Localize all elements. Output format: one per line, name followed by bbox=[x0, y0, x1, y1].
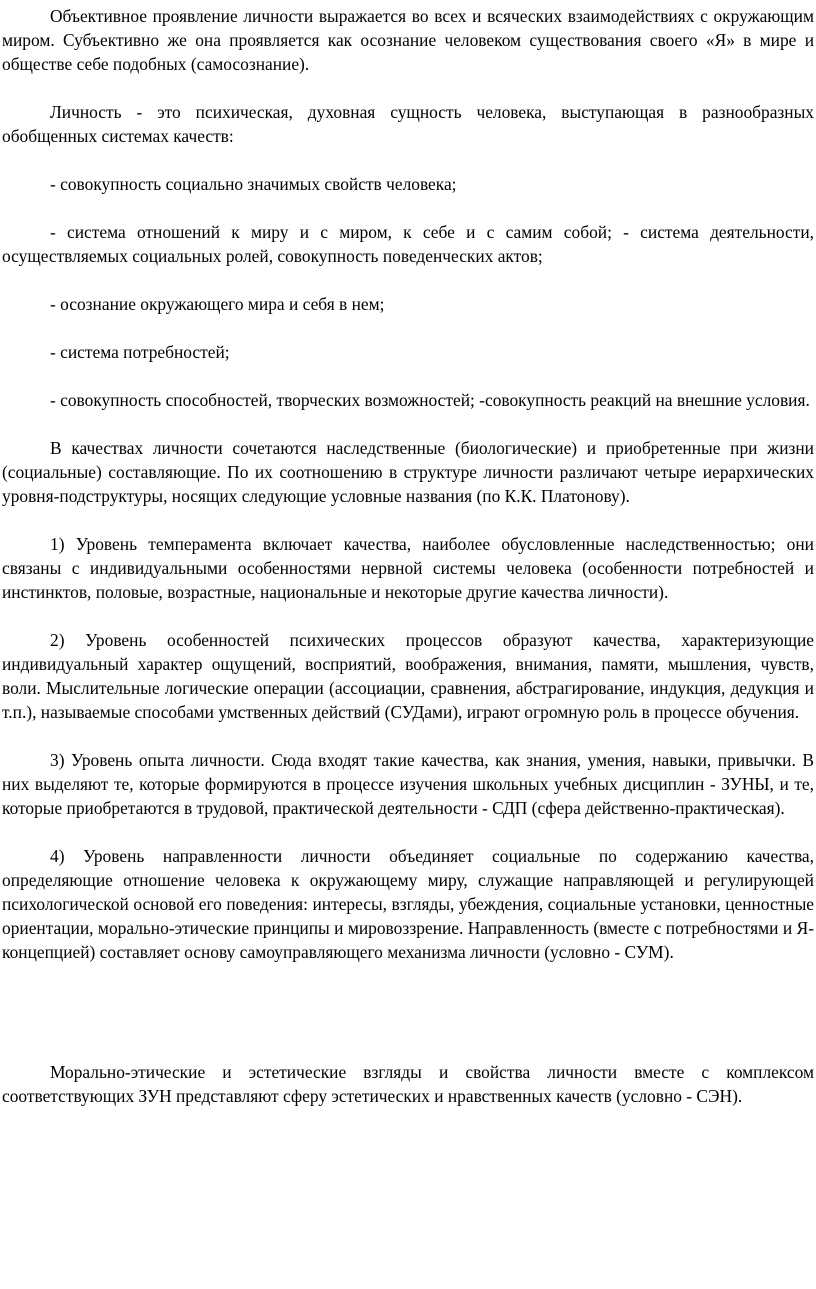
list-item-system-of-needs: - система потребностей; bbox=[50, 342, 230, 362]
paragraph-moral-aesthetic-qualities: Морально-этические и эстетические взгляды и свойства личности вместе с комплексом соответствующих ЗУН представляют сферу эстетических и нравственных качеств (условно - СЭН). bbox=[2, 1062, 814, 1106]
paragraph-level-mental-processes: 2) Уровень особенностей психических процессов образуют качества, характеризующие индивидуальный характер ощущений, восприятий, воображения, внимания, памяти, мышления, чувств, воли. Мыслительные логические операции (ассоциации, сравнения, абстрагирование, индукция, дедукция и т.п.), называемые способами умственных действий (СУДами), играют огромную роль в процессе обучения. bbox=[2, 630, 814, 722]
paragraph-objective-manifestation: Объективное проявление личности выражается во всех и всяческих взаимодействиях с окружающим миром. Субъективно же она проявляется как осознание человеком существования своего «Я» в мире и обществе себе подобных (самосознание). bbox=[2, 6, 814, 74]
list-item-awareness-of-world: - осознание окружающего мира и себя в нем; bbox=[50, 294, 385, 314]
paragraph-level-orientation: 4) Уровень направленности личности объединяет социальные по содержанию качества, определяющие отношение человека к окружающему миру, служащие направляющей и регулирующей психологической основой его поведения: интересы, взгляды, убеждения, социальные установки, ценностные ориентации, морально-этические принципы и мировоззрение. Направленность (вместе с потребностями и Я-концепцией) составляет основу самоуправляющего механизма личности (условно - СУМ). bbox=[2, 846, 814, 962]
list-item-abilities-and-reactions: - совокупность способностей, творческих возможностей; -совокупность реакций на внешние условия. bbox=[50, 390, 810, 410]
paragraph-hierarchical-levels: В качествах личности сочетаются наследственные (биологические) и приобретенные при жизни (социальные) составляющие. По их соотношению в структуре личности различают четыре иерархических уровня-подструктуры, носящих следующие условные названия (по К.К. Платонову). bbox=[2, 438, 814, 506]
paragraph-level-temperament: 1) Уровень темперамента включает качества, наиболее обусловленные наследственностью; они связаны с индивидуальными особенностями нервной системы человека (особенности потребностей и инстинктов, половые, возрастные, национальные и некоторые другие качества личности). bbox=[2, 534, 814, 602]
list-item-social-properties: - совокупность социально значимых свойств человека; bbox=[50, 174, 457, 194]
paragraph-personality-definition: Личность - это психическая, духовная сущность человека, выступающая в разнообразных обобщенных системах качеств: bbox=[2, 102, 814, 146]
list-item-system-of-relations: - система отношений к миру и с миром, к себе и с самим собой; - система деятельности, осуществляемых социальных ролей, совокупность поведенческих актов; bbox=[2, 222, 814, 266]
paragraph-level-experience: 3) Уровень опыта личности. Сюда входят такие качества, как знания, умения, навыки, привычки. В них выделяют те, которые формируются в процессе изучения школьных учебных дисциплин - ЗУНЫ, и те, которые приобретаются в трудовой, практической деятельности - СДП (сфера действенно-практическая). bbox=[2, 750, 814, 818]
